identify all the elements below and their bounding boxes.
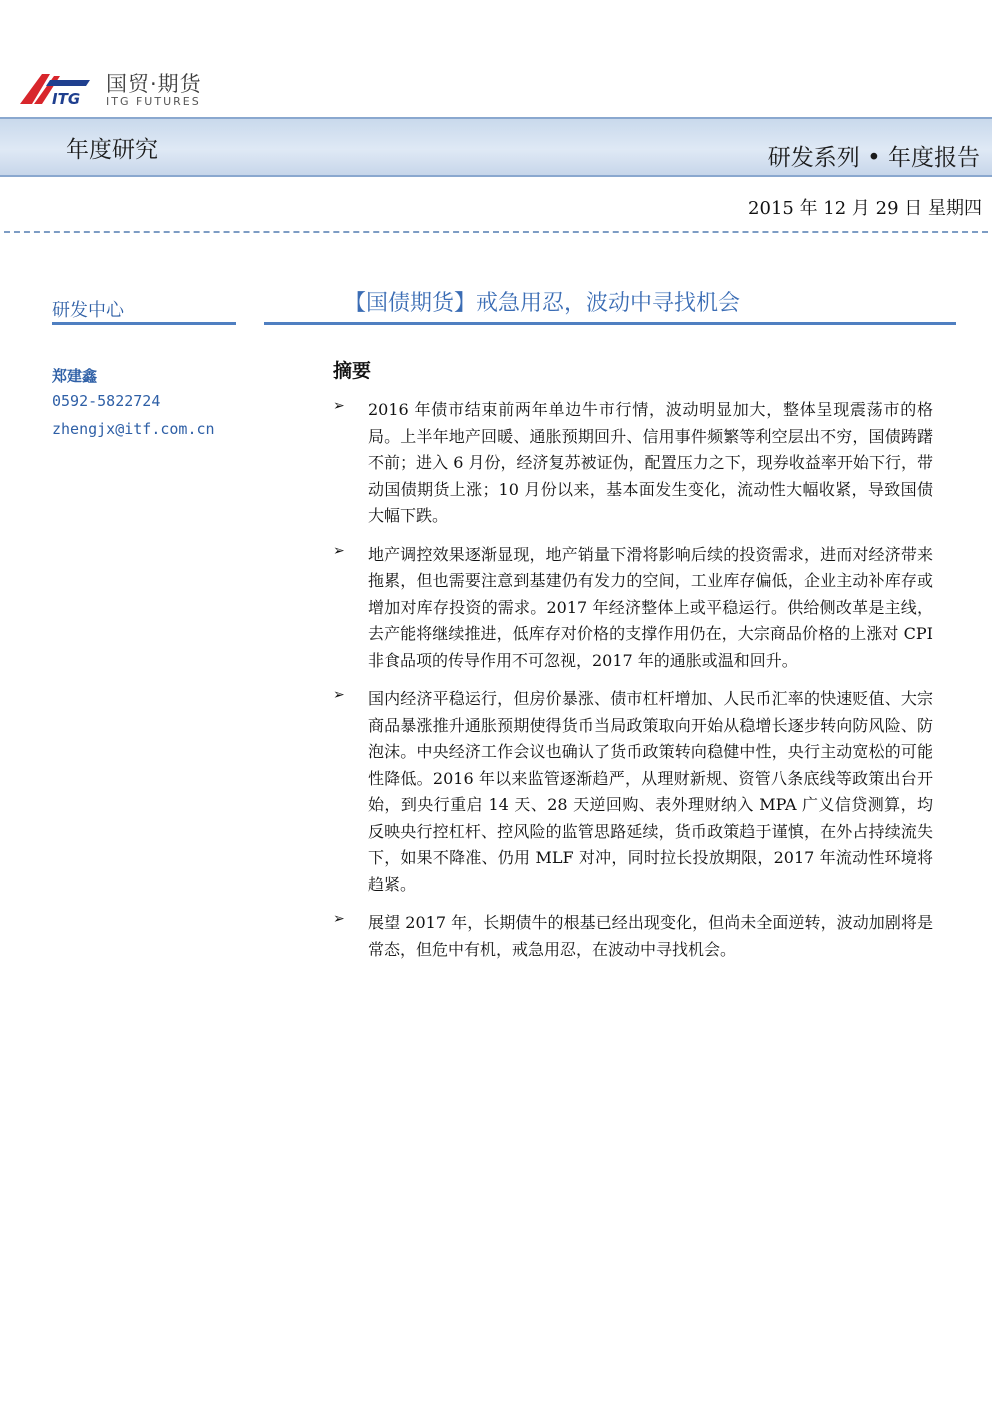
arrow-bullet-icon: ➢ [333, 911, 345, 927]
arrow-bullet-icon: ➢ [333, 542, 345, 559]
list-item [333, 686, 933, 898]
author-phone: 0592-5822724 [52, 392, 161, 410]
logo-chinese-name: 国贸·期货 [106, 72, 202, 96]
series-label: 研发系列 • 年度报告 [767, 145, 980, 171]
title-rule [264, 322, 956, 325]
report-title: 【国债期货】戒急用忍，波动中寻找机会 [344, 291, 741, 316]
abstract-heading: 摘要 [333, 360, 372, 382]
section-label: 年度研究 [66, 137, 158, 163]
bullet-text: 展望 2017 年，长期债牛的根基已经出现变化，但尚未全面逆转，波动加剧将是常态，但危中有机，戒急用忍，在波动中寻找机会。 [368, 913, 933, 959]
list-item [333, 542, 933, 675]
author-name: 郑建鑫 [52, 367, 98, 385]
header-band [0, 117, 992, 177]
bullet-text: 地产调控效果逐渐显现，地产销量下滑将影响后续的投资需求，进而对经济带来拖累，但也需要注意到基建仍有发力的空间，工业库存偏低，企业主动补库存或增加对库存投资的需求。2017 年经济整体上或平稳运行。供给侧改革是主线，去产能将继续推进，低库存对价格的支撑作用仍在，大宗商品价格的上涨对 CPI 非食品项的传导作用不可忽视，2017 年的通胀或温和回升。 [368, 544, 933, 670]
company-logo [20, 64, 220, 110]
report-date: 2015 年 12 月 29 日 星期四 [748, 198, 982, 219]
abstract-bullets [333, 397, 933, 975]
list-item [333, 910, 933, 963]
dashed-divider [4, 231, 988, 233]
bullet-text: 2016 年债市结束前两年单边牛市行情，波动明显加大，整体呈现震荡市的格局。上半年地产回暖、通胀预期回升、信用事件频繁等利空层出不穷，国债踌躇不前；进入 6 月份，经济复苏被证伪，配置压力之下，现券收益率开始下行，带动国债期货上涨；10 月份以来，基本面发生变化，流动性大幅收紧，导致国债大幅下跌。 [368, 400, 933, 525]
logo-mark-text: ITG [52, 90, 81, 108]
logo-english-name: ITG FUTURES [106, 95, 201, 108]
itg-logo-icon [20, 64, 100, 110]
bullet-text: 国内经济平稳运行，但房价暴涨、债市杠杆增加、人民币汇率的快速贬值、大宗商品暴涨推升通胀预期使得货币当局政策取向开始从稳增长逐步转向防风险、防泡沫。中央经济工作会议也确认了货币政策转向稳健中性，央行主动宽松的可能性降低。2016 年以来监管逐渐趋严，从理财新规、资管八条底线等政策出台开始，到央行重启 14 天、28 天逆回购、表外理财纳入 MPA 广义信贷测算，均反映央行控杠杆、控风险的监管思路延续，货币政策趋于谨慎，在外占持续流失下，如果不降准、仍用 MLF 对冲，同时拉长投放期限，2017 年流动性环境将趋紧。 [368, 689, 933, 894]
list-item [333, 397, 933, 530]
sidebar-title: 研发中心 [52, 300, 124, 321]
sidebar-rule [52, 322, 236, 325]
arrow-bullet-icon: ➢ [333, 687, 345, 703]
author-email[interactable]: zhengjx@itf.com.cn [52, 420, 215, 438]
arrow-bullet-icon: ➢ [333, 398, 345, 414]
